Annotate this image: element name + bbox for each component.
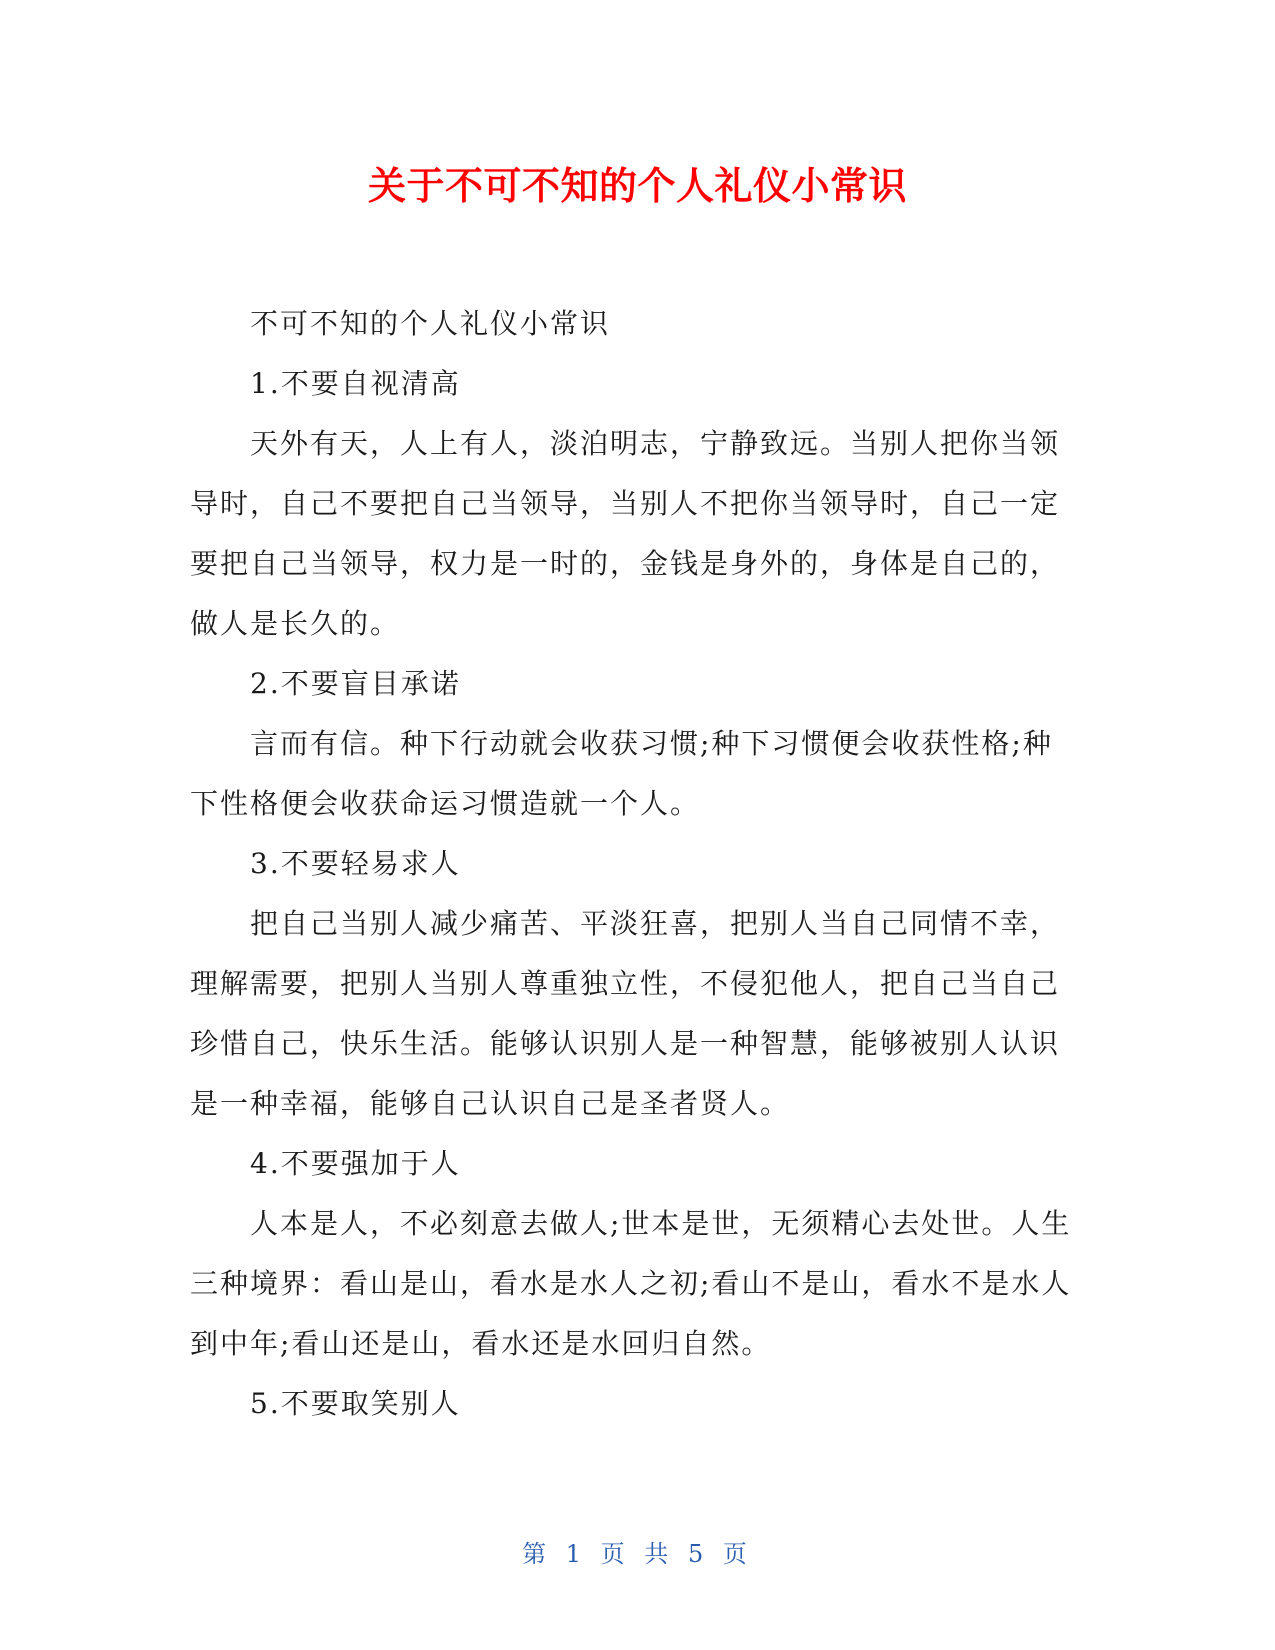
section-heading-3: 3.不要轻易求人 <box>250 847 461 880</box>
section-paragraph-2: 言而有信。种下行动就会收获习惯;种下习惯便会收获性格;种下性格便会收获命运习惯造就一个人。 <box>190 727 1053 820</box>
section-paragraph-3: 把自己当别人减少痛苦、平淡狂喜，把别人当自己同情不幸，理解需要，把别人当别人尊重独立性，不侵犯他人，把自己当自己珍惜自己，快乐生活。能够认识别人是一种智慧，能够被别人认识是一种幸福，能够自己认识自己是圣者贤人。 <box>190 907 1061 1120</box>
document-title: 关于不可不知的个人礼仪小常识 <box>367 164 907 208</box>
section-heading-2: 2.不要盲目承诺 <box>250 667 461 700</box>
page-footer: 第 1 页 共 5 页 <box>522 1540 753 1568</box>
document-body <box>190 294 1080 1434</box>
section-paragraph-1: 天外有天，人上有人，淡泊明志，宁静致远。当别人把你当领导时，自己不要把自己当领导，当别人不把你当领导时，自己一定要把自己当领导，权力是一时的，金钱是身外的，身体是自己的，做人是长久的。 <box>190 427 1061 640</box>
subtitle-paragraph: 不可不知的个人礼仪小常识 <box>250 307 611 340</box>
section-heading-5: 5.不要取笑别人 <box>250 1387 461 1420</box>
section-heading-1: 1.不要自视清高 <box>250 367 461 400</box>
section-paragraph-4: 人本是人，不必刻意去做人;世本是世，无须精心去处世。人生三种境界：看山是山，看水是水人之初;看山不是山，看水不是水人到中年;看山还是山，看水还是水回归自然。 <box>190 1207 1072 1360</box>
section-heading-4: 4.不要强加于人 <box>250 1147 461 1180</box>
